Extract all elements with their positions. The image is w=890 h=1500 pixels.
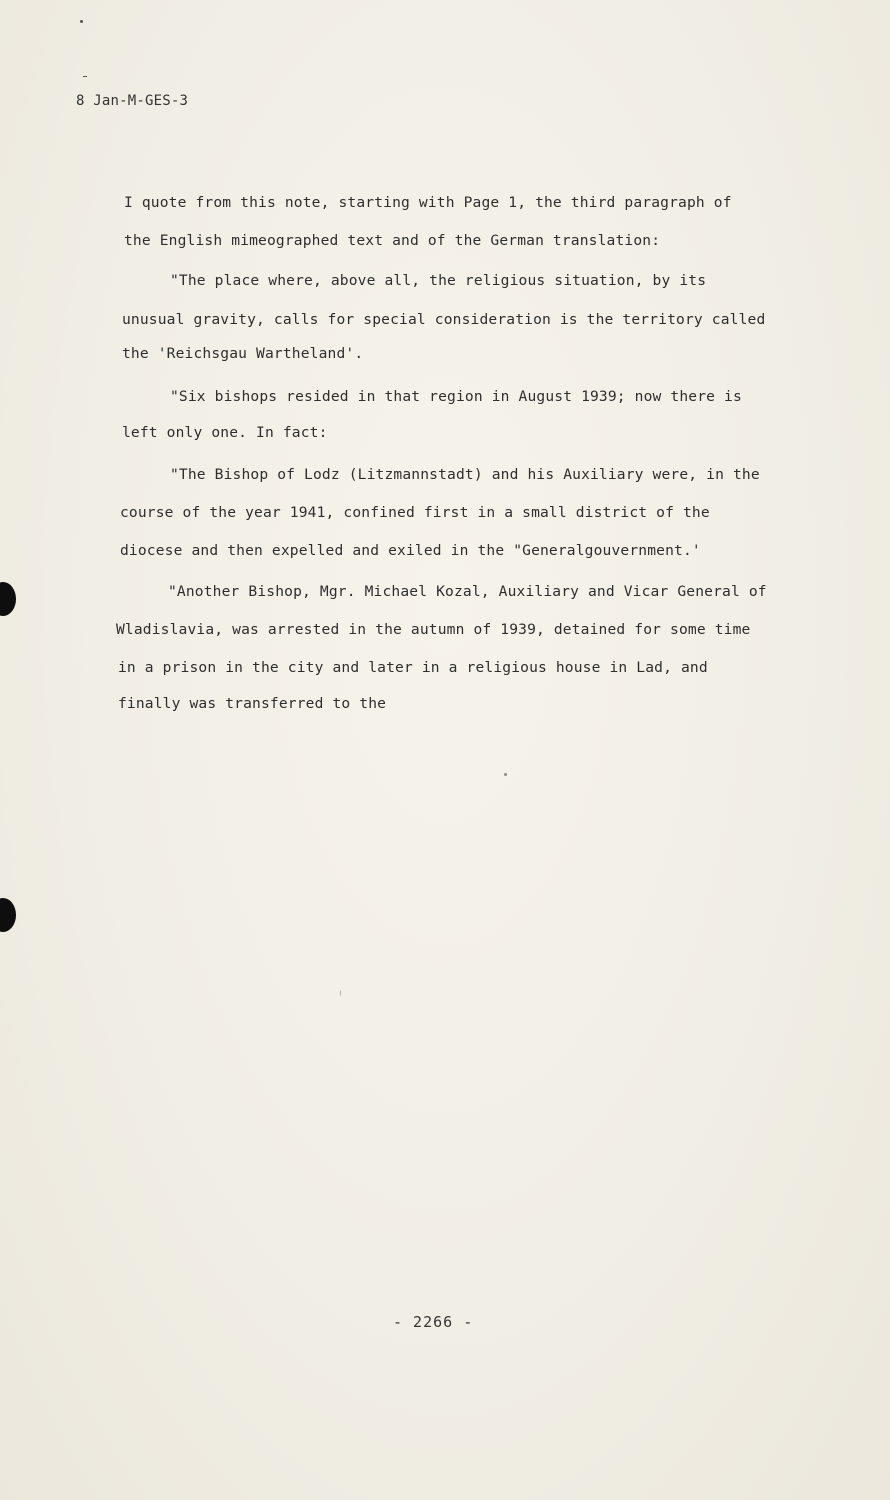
text-line: "The Bishop of Lodz (Litzmannstadt) and his Auxiliary were, in the [170, 466, 760, 483]
text-line: course of the year 1941, confined first in a small district of the [120, 504, 710, 521]
text-line: "Six bishops resided in that region in August 1939; now there is [170, 388, 742, 405]
document-id: 8 Jan-M-GES-3 [76, 93, 189, 109]
text-line: in a prison in the city and later in a religious house in Lad, and [118, 659, 708, 676]
text-line: I quote from this note, starting with Page 1, the third paragraph of [124, 194, 732, 211]
text-line: "The place where, above all, the religious situation, by its [170, 272, 707, 289]
punch-hole [0, 898, 16, 932]
text-line: the English mimeographed text and of the German translation: [124, 232, 661, 249]
text-line: "Another Bishop, Mgr. Michael Kozal, Auxiliary and Vicar General of [168, 583, 767, 600]
text-line: unusual gravity, calls for special consideration is the territory called [122, 311, 766, 328]
paper-mark [80, 20, 83, 23]
text-line: Wladislavia, was arrested in the autumn of 1939, detained for some time [116, 621, 751, 638]
text-line: finally was transferred to the [118, 695, 387, 712]
page-number: - 2266 - [393, 1313, 474, 1331]
paper-mark [83, 76, 87, 77]
paper-speck [340, 990, 341, 996]
paper-speck [504, 773, 507, 776]
punch-hole [0, 582, 16, 616]
text-line: left only one. In fact: [122, 424, 328, 441]
text-line: the 'Reichsgau Wartheland'. [122, 345, 364, 362]
text-line: diocese and then expelled and exiled in the "Generalgouvernment.' [120, 542, 701, 559]
